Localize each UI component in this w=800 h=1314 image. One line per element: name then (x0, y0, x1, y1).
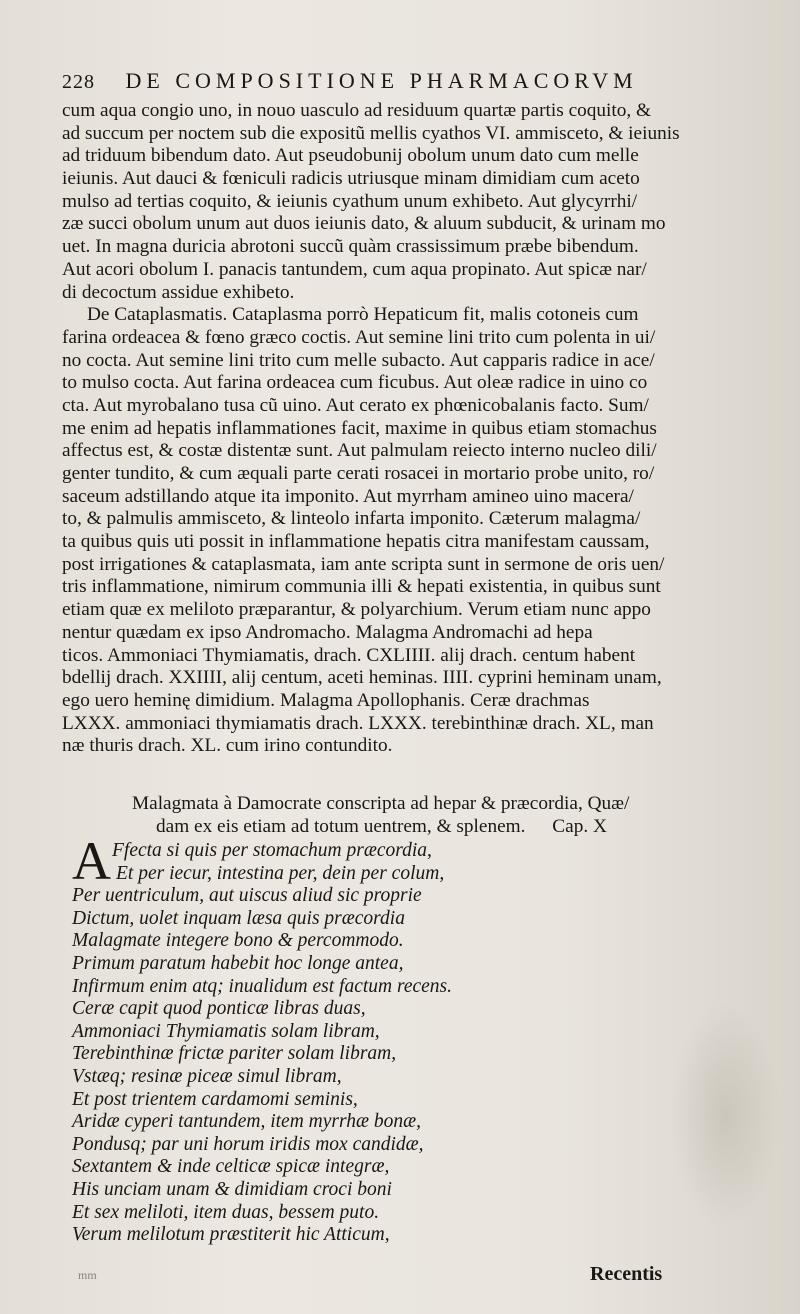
text-line: ta quibus quis uti possit in inflammatione hepatis citra manifestam caussam, (62, 531, 650, 553)
text-line: De Cataplasmatis. Cataplasma porrò Hepaticum fit, malis cotoneis cum (87, 304, 639, 326)
text-line: saceum adstillando atque ita imponito. Aut myrrham amineo uino macera/ (62, 485, 634, 507)
verse-line: Et post trientem cardamomi seminis, (72, 1088, 358, 1110)
text-line: tris inflammatione, nimirum communia illi & hepati existentia, in quibus sunt (62, 576, 661, 598)
text-line: cum aqua congio uno, in nouo uasculo ad residuum quartæ partis coquito, & (62, 100, 652, 121)
verse-block (72, 831, 453, 1247)
verse-line: Malagmate integere bono & percommodo. (72, 930, 404, 952)
verse-line: Dictum, uolet inquam læsa quis præcordia (72, 907, 405, 929)
verse-line: His unciam unam & dimidiam croci boni (72, 1178, 392, 1200)
text-line: to mulso cocta. Aut farina ordeacea cum ficubus. Aut oleæ radice in uino co (62, 372, 648, 394)
verse-line: Terebinthinæ frictæ pariter solam libram, (72, 1043, 397, 1065)
verse-line: Sextantem & inde celticæ spicæ integræ, (72, 1156, 390, 1178)
text-line: nentur quædam ex ipso Andromacho. Malagma Andromachi ad hepa (62, 621, 593, 643)
verse-line: Ffecta si quis per stomachum præcordia, (112, 840, 432, 861)
text-line: LXXX. ammoniaci thymiamatis drach. LXXX. terebinthinæ drach. XL, man (62, 712, 654, 734)
verse-line: Aridæ cyperi tantundem, item myrrhæ bonæ, (72, 1111, 421, 1133)
chapter-heading-text: dam ex eis etiam ad totum uentrem, & splenem. (156, 816, 526, 837)
verse-line: Infirmum enim atq; inualidum est factum recens. (72, 975, 453, 997)
text-line: bdellij drach. XXIIII, alij centum, aceti heminas. IIII. cyprini heminam unam, (62, 667, 662, 689)
text-line: mulso ad tertias coquito, & ieiunis cyathum unum exhibeto. Aut glycyrrhi/ (62, 190, 638, 212)
chapter-heading-line-1: Malagmata à Damocrate conscripta ad hepar & præcordia, Quæ/ (132, 793, 630, 814)
verse-line: Et per iecur, intestina per, dein per colum, (116, 862, 445, 884)
verse-line: Verum melilotum præstiterit hic Atticum, (72, 1224, 390, 1246)
text-line: ego uero heminę dimidium. Malagma Apollophanis. Ceræ drachmas (62, 689, 590, 711)
page-number: 228 (62, 71, 95, 93)
text-line: to, & palmulis ammisceto, & linteolo infarta imponito. Cæterum malagma/ (62, 508, 641, 530)
show-through-stain (670, 1000, 780, 1230)
catchword: Recentis (590, 1263, 663, 1285)
text-line: uet. In magna duricia abrotoni succũ quàm crassissimum præbe bibendum. (62, 236, 639, 258)
signature-mark: mm (78, 1268, 97, 1282)
text-line: næ thuris drach. XL. cum irino contundito. (62, 735, 393, 757)
text-line: ticos. Ammoniaci Thymiamatis, drach. CXLIIII. alij drach. centum habent (62, 644, 636, 666)
text-line: affectus est, & costæ distentæ sunt. Aut palmulam reiecto interno nucleo dili/ (62, 440, 657, 462)
text-line: Aut acori obolum I. panacis tantundem, cum aqua propinato. Aut spicæ nar/ (62, 258, 647, 280)
verse-line: Ammoniaci Thymiamatis solam libram, (72, 1020, 380, 1042)
text-line: etiam quæ ex meliloto præparantur, & polyarchium. Verum etiam nunc appo (62, 599, 651, 621)
text-line: cta. Aut myrobalano tusa cũ uino. Aut cerato ex phœnicobalanis facto. Sum/ (62, 394, 649, 416)
verse-line: Et sex meliloti, item duas, bessem puto. (72, 1201, 380, 1223)
verse-line: Primum paratum habebit hoc longe antea, (72, 952, 404, 974)
verse-line: Vstæq; resinæ piceæ simul libram, (72, 1065, 342, 1087)
text-line: zæ succi obolum unum aut duos ieiunis dato, & aluum subducit, & urinam mo (62, 213, 666, 235)
running-head (62, 68, 782, 98)
text-line: no cocta. Aut semine lini trito cum melle subacto. Aut capparis radice in ace/ (62, 349, 655, 371)
text-line: post irrigationes & cataplasmata, iam ante scripta sunt in sermone de oris uen/ (62, 553, 665, 575)
body-text (62, 100, 768, 758)
chapter-heading-line-2 (62, 815, 768, 838)
chapter-heading (62, 792, 768, 838)
text-line: me enim ad hepatis inflammationes facit, maxime in quibus etiam stomachus (62, 417, 657, 439)
verse-line: Per uentriculum, aut uiscus aliud sic proprie (72, 885, 422, 907)
text-line: ad triduum bibendum dato. Aut pseudobunij obolum unum dato cum melle (62, 145, 639, 167)
verse-line: Pondusq; par uni horum iridis mox candidæ, (72, 1133, 424, 1155)
text-line: di decoctum assidue exhibeto. (62, 281, 295, 303)
drop-capital: A (72, 831, 111, 891)
text-line: ieiunis. Aut dauci & fœniculi radicis utriusque minam dimidiam cum aceto (62, 168, 640, 190)
running-title: DE COMPOSITIONE PHARMACORVM (125, 68, 638, 93)
text-line: genter tundito, & cum æquali parte cerati rosacei in mortario probe unito, ro/ (62, 463, 655, 484)
text-line: farina ordeacea & fœno græco coctis. Aut semine lini trito cum polenta in ui/ (62, 326, 656, 348)
text-line: ad succum per noctem sub die expositũ mellis cyathos VI. ammisceto, & ieiunis (62, 122, 680, 144)
verse-line: Ceræ capit quod ponticæ libras duas, (72, 998, 366, 1020)
chapter-number: Cap. X (552, 816, 607, 837)
